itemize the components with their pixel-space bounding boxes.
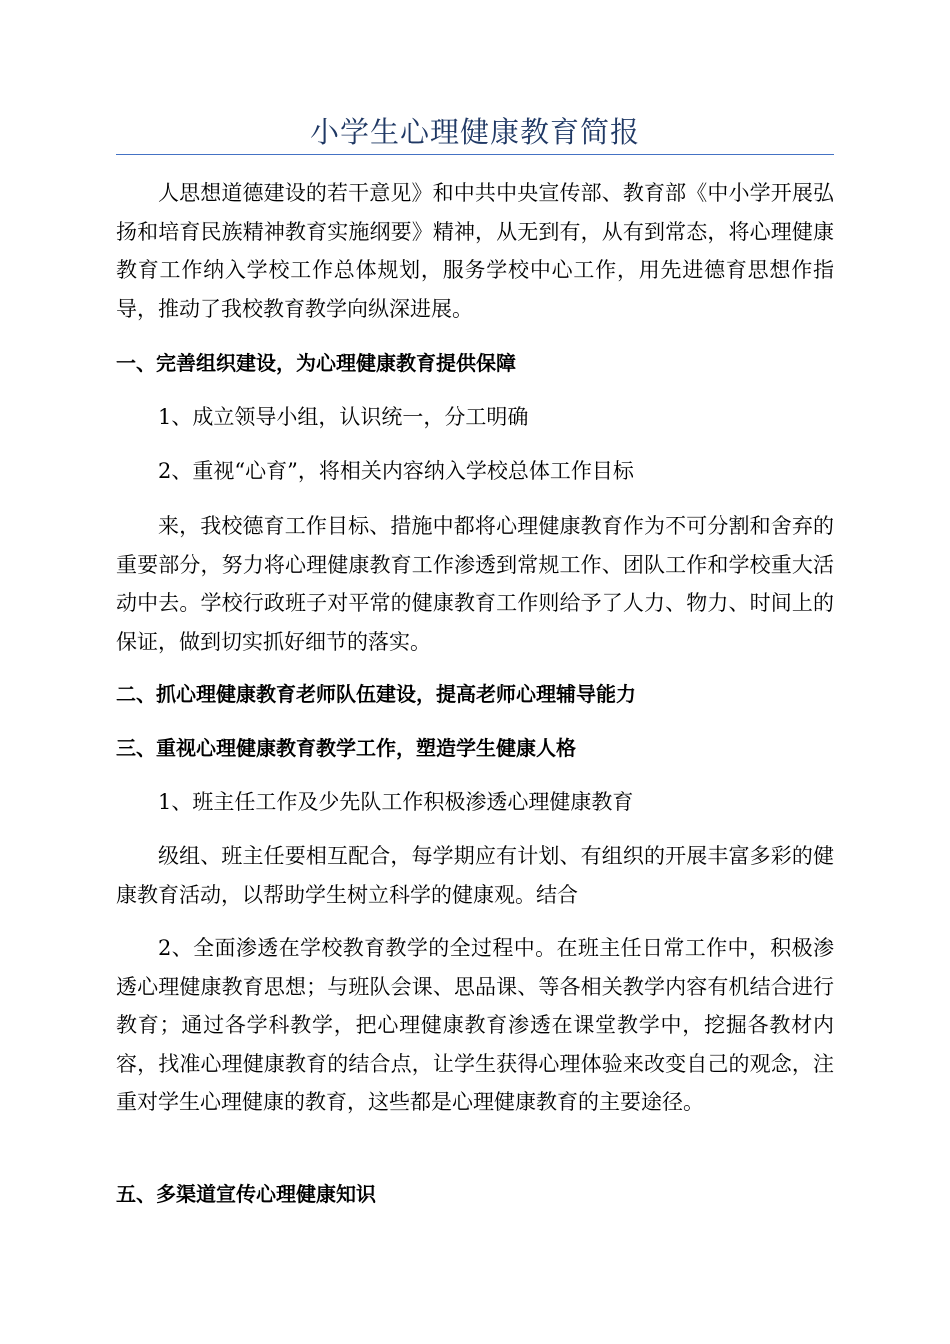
section-heading-5: 五、多渠道宣传心理健康知识 bbox=[116, 1182, 376, 1206]
paragraph-4: 2、全面渗透在学校教育教学的全过程中。在班主任日常工作中，积极渗透心理健康教育思想；与班队会课、思品课、等各相关教学内容有机结合进行教育；通过各学科教学，把心理健康教育渗透在课堂教学中，挖掘各教材内容，找准心理健康教育的结合点，让学生获得心理体验来改变自己的观念，注重对学生心理健康的教育，这些都是心理健康教育的主要途径。 bbox=[116, 936, 834, 1114]
title-underline bbox=[116, 154, 834, 155]
list-item-3: 1、班主任工作及少先队工作积极渗透心理健康教育 bbox=[158, 790, 634, 814]
section-heading-2: 二、抓心理健康教育老师队伍建设，提高老师心理辅导能力 bbox=[116, 682, 636, 706]
list-item-2: 2、重视“心育”，将相关内容纳入学校总体工作目标 bbox=[158, 459, 634, 483]
intro-paragraph: 人思想道德建设的若干意见》和中共中央宣传部、教育部《中小学开展弘扬和培育民族精神教育实施纲要》精神，从无到有，从有到常态，将心理健康教育工作纳入学校工作总体规划，服务学校中心工作，用先进德育思想作指导，推动了我校教育教学向纵深进展。 bbox=[116, 181, 834, 321]
section-heading-1: 一、完善组织建设，为心理健康教育提供保障 bbox=[116, 351, 516, 375]
list-item-1: 1、成立领导小组，认识统一，分工明确 bbox=[158, 405, 529, 429]
paragraph-2: 来，我校德育工作目标、措施中都将心理健康教育作为不可分割和舍弃的重要部分，努力将心理健康教育工作渗透到常规工作、团队工作和学校重大活动中去。学校行政班子对平常的健康教育工作则给予了人力、物力、时间上的保证，做到切实抓好细节的落实。 bbox=[116, 514, 834, 654]
document-title: 小学生心理健康教育简报 bbox=[309, 115, 640, 149]
paragraph-3: 级组、班主任要相互配合，每学期应有计划、有组织的开展丰富多彩的健康教育活动，以帮助学生树立科学的健康观。结合 bbox=[116, 844, 834, 907]
section-heading-3: 三、重视心理健康教育教学工作，塑造学生健康人格 bbox=[116, 736, 576, 760]
